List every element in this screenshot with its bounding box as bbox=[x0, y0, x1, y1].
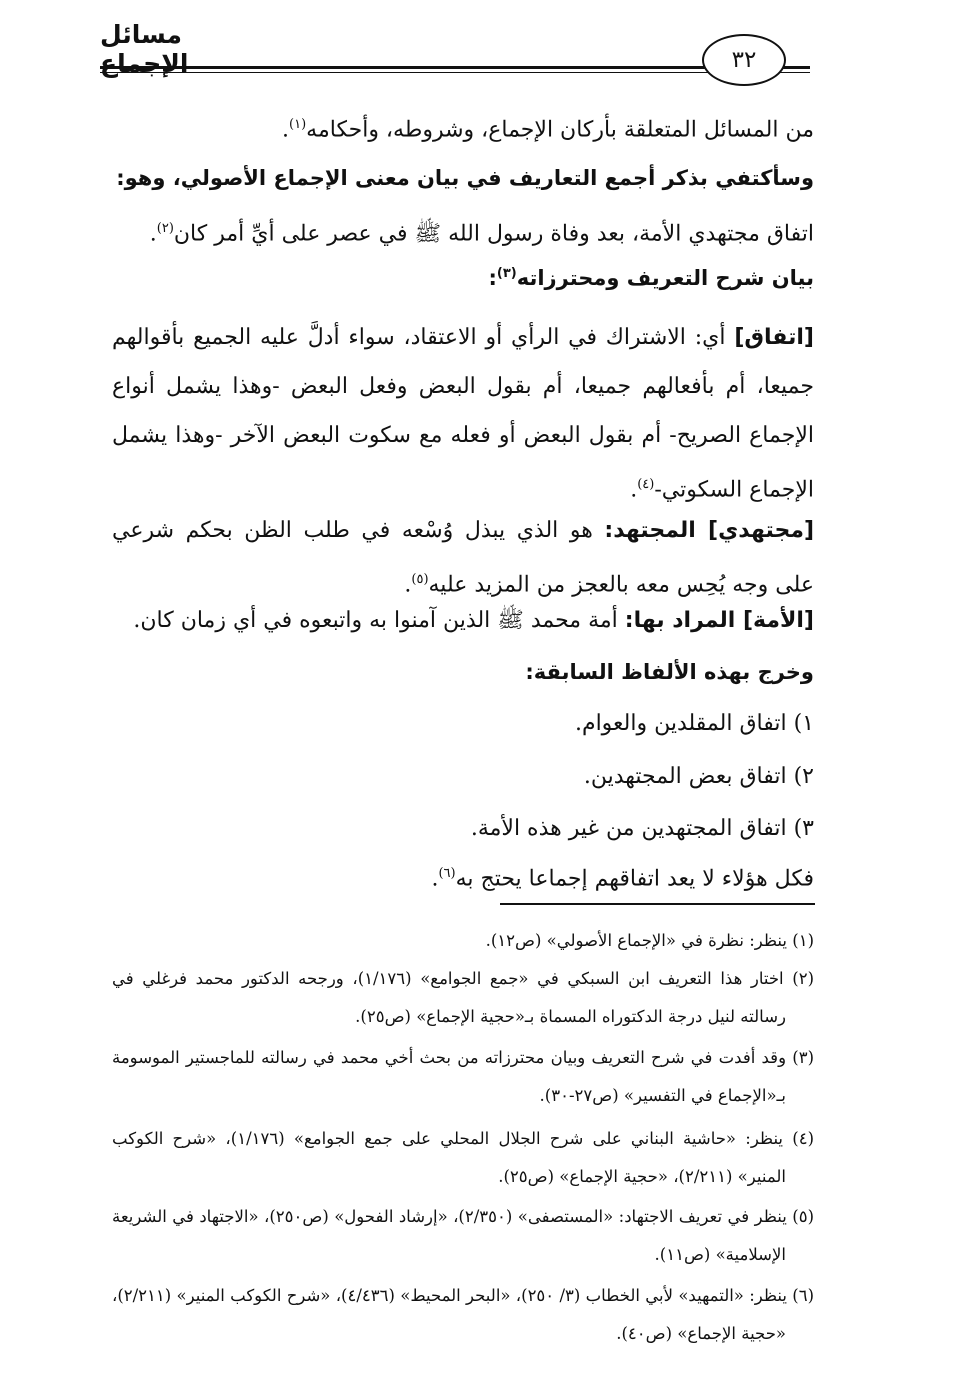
footnote-4: (٤) ينظر: «حاشية البناني على شرح الجلال المحلي على جمع الجوامع» (١/١٧٦)، «شرح الكوكب المنير» (٢/٢١١)، «حجية الإجماع» (ص٢٥). bbox=[112, 1129, 815, 1186]
footnote-6: (٦) ينظر: «التمهيد» لأبي الخطاب (٣/ ٢٥٠)، «البحر المحيط» (٤/٤٣٦)، «شرح الكوكب المنير» (٢/٢١١)، «حجية الإجماع» (ص٤٠). bbox=[112, 1286, 815, 1343]
paragraph-umma: [الأمة] المراد بها: أمة محمد ﷺ الذين آمنوا به واتبعوه في أي زمان كان. bbox=[133, 608, 814, 633]
footnote-3: (٣) وقد أفدت في شرح التعريف وبيان محترزاته من بحث أخي محمد في رسالته للماجستير الموسومة بـ«الإجماع في التفسير» (ص٢٧-٣٠). bbox=[112, 1048, 814, 1105]
list-item: ١) اتفاق المقلدين والعوام. bbox=[574, 711, 814, 736]
footnote-5: (٥) ينظر في تعريف الاجتهاد: «المستصفى» (٢/٣٥٠)، «إرشاد الفحول» (ص٢٥٠)، «الاجتهاد في الشريعة الإسلامية» (ص١١). bbox=[112, 1207, 814, 1264]
footnote-ref: (٣) bbox=[496, 266, 517, 281]
paragraph-definition: اتفاق مجتهدي الأمة، بعد وفاة رسول الله ﷺ في عصر على أيِّ أمر كان$^{(٢)}$. bbox=[149, 221, 814, 247]
list-item: ٢) اتفاق بعض المجتهدين. bbox=[583, 764, 814, 789]
paragraph-intro: من المسائل المتعلقة بأركان الإجماع، وشروطه، وأحكامه$^{(١)}$. bbox=[282, 117, 814, 143]
footnote-separator bbox=[500, 903, 815, 905]
page-number: ٣٢ bbox=[702, 34, 786, 86]
paragraph-definition-lead: وسأكتفي بذكر أجمع التعاريف في بيان معنى الإجماع الأصولي، وهو: bbox=[116, 166, 814, 190]
running-header-title: مسائل الإجماع bbox=[100, 20, 189, 78]
paragraph-mujtahid: [مجتهدي] المجتهد: هو الذي يبذل وُسْعه في طلب الظن بحكم شرعي على وجه يُحِس معه بالعجز من المزيد عليه$^{(٥)}$. bbox=[112, 518, 814, 598]
footnote-ref: (١) bbox=[289, 117, 307, 132]
footnote-ref: (٤) bbox=[637, 477, 655, 492]
footnote-1: (١) ينظر: نظرة في «الإجماع الأصولي» (ص١٢). bbox=[485, 931, 814, 950]
footnote-ref: (٥) bbox=[411, 572, 429, 587]
paragraph-conclusion: فكل هؤلاء لا يعد اتفاقهم إجماعا يحتج به$^{(٦)}$. bbox=[431, 866, 814, 892]
paragraph-excluded-lead: وخرج بهذه الألفاظ السابقة: bbox=[525, 660, 814, 684]
term-key: [اتفاق] bbox=[734, 325, 814, 350]
paragraph-ittifaq: [اتفاق] أي: الاشتراك في الرأي أو الاعتقاد، سواء أدلَّ عليه الجميع بأقوالهم جميعا، أم بأفعالهم جميعا، أم بقول البعض وفعل البعض -وهذا يشمل أنواع الإجماع الصريح- أم بقول البعض أو فعله مع سكوت البعض الآخر -وهذا يشمل الإجماع السكوتي-$^{(٤)}$. bbox=[112, 325, 814, 503]
footnote-ref: (٢) bbox=[156, 221, 174, 236]
term-key: [الأمة] المراد بها: bbox=[624, 608, 814, 633]
footnote-2: (٢) اختار هذا التعريف ابن السبكي في «جمع الجوامع» (١/١٧٦)، ورجحه الدكتور محمد فرغلي في رسالته لنيل درجة الدكتوراه المسماة بـ«حجية الإجماع» (ص٢٥). bbox=[112, 969, 814, 1026]
list-item: ٣) اتفاق المجتهدين من غير هذه الأمة. bbox=[470, 816, 814, 841]
term-key: [مجتهدي] المجتهد: bbox=[604, 518, 814, 543]
footnote-ref: (٦) bbox=[438, 866, 456, 881]
header-rule-thin bbox=[100, 72, 810, 73]
section-heading: بيان شرح التعريف ومحترزاته$^{(٣)}$: bbox=[488, 266, 814, 290]
